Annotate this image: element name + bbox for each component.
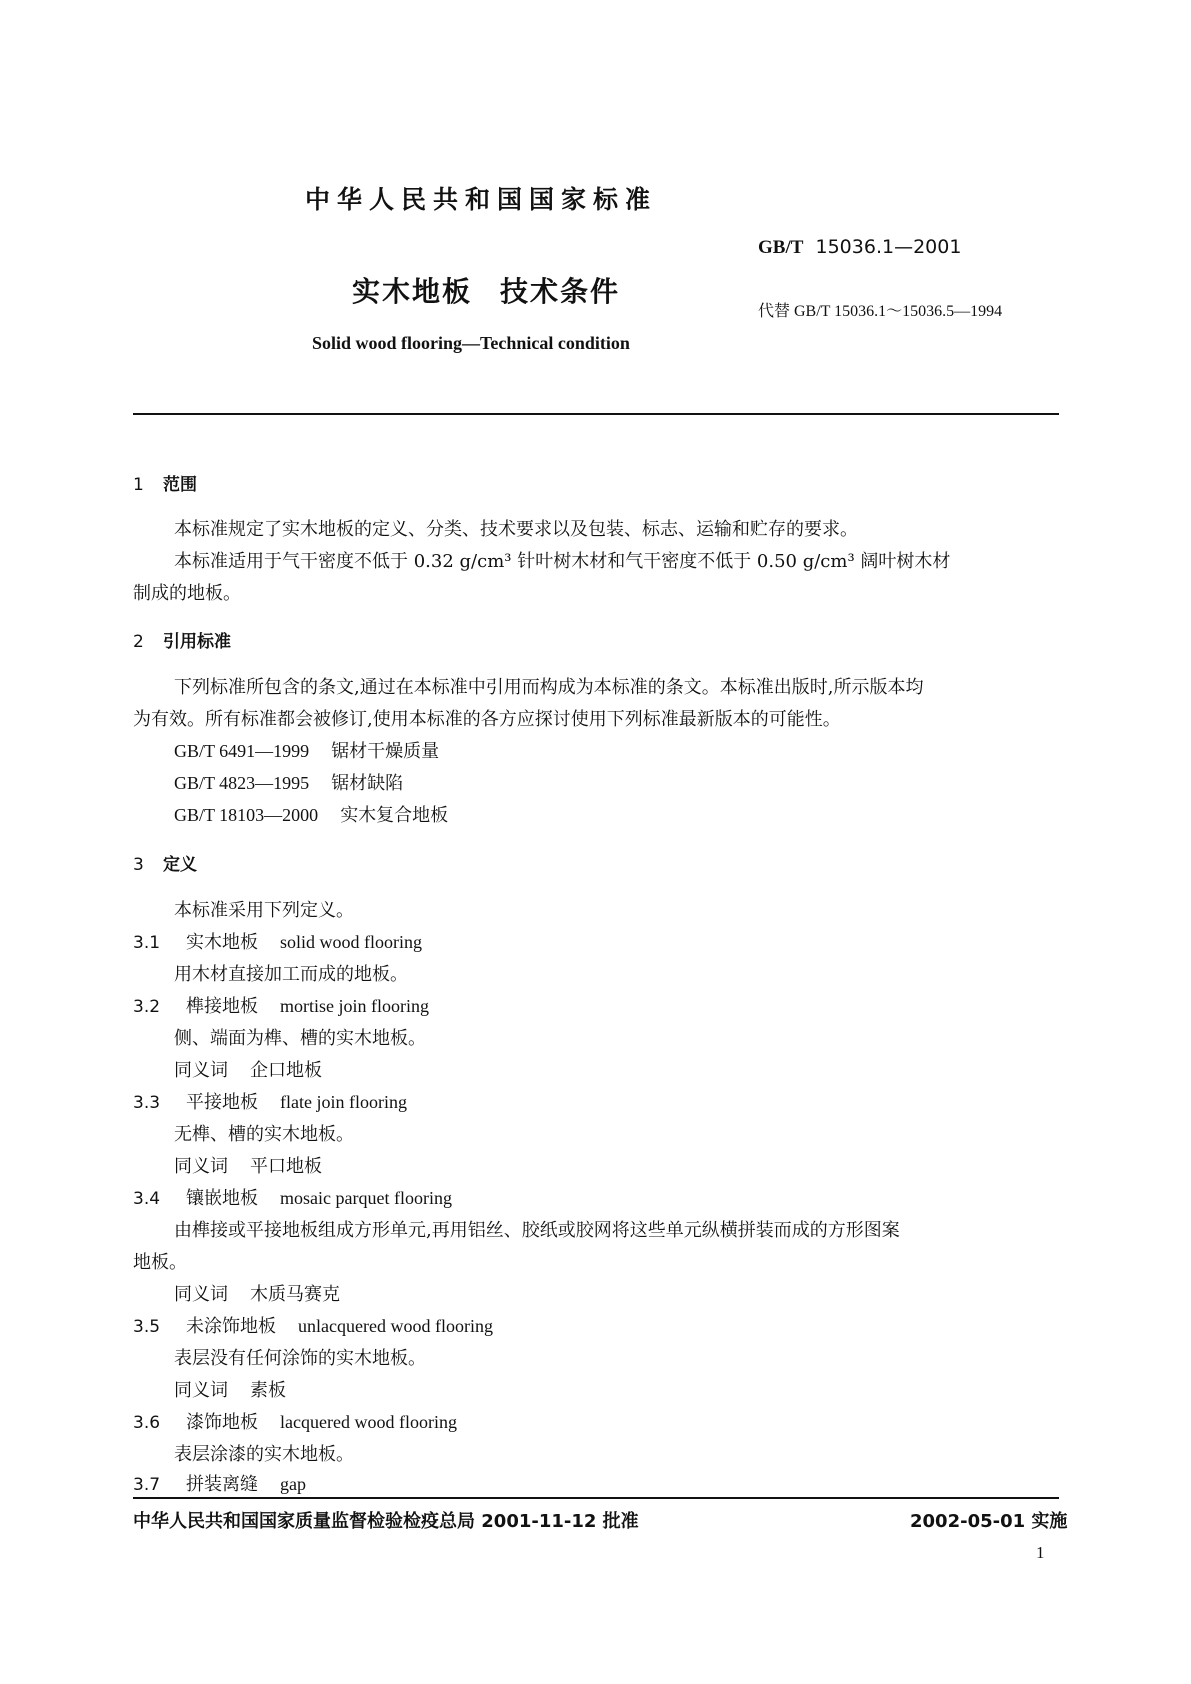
section-1-heading: 1 范围	[133, 475, 197, 495]
standard-code: 15036.1—2001	[815, 236, 962, 258]
definition-description: 表层涂漆的实木地板。	[174, 1444, 354, 1465]
section-2-heading: 2 引用标准	[133, 632, 231, 652]
section-1-para-1: 本标准规定了实木地板的定义、分类、技术要求以及包装、标志、运输和贮存的要求。	[174, 519, 858, 540]
definition-description: 用木材直接加工而成的地板。	[174, 964, 408, 985]
definition-term: 3.1 实木地板 solid wood flooring	[133, 932, 422, 953]
definition-term: 3.2 榫接地板 mortise join flooring	[133, 996, 429, 1017]
definition-synonym: 同义词 木质马赛克	[174, 1284, 340, 1305]
definition-term: 3.3 平接地板 flate join flooring	[133, 1092, 407, 1113]
standard-prefix: GB/T	[758, 237, 804, 258]
replaces-note: 代替 GB/T 15036.1～15036.5—1994	[758, 303, 1003, 320]
definition-description: 表层没有任何涂饰的实木地板。	[174, 1348, 426, 1369]
document-title	[352, 270, 620, 310]
definition-description: 侧、端面为榫、槽的实木地板。	[174, 1028, 426, 1049]
definition-synonym: 同义词 素板	[174, 1380, 286, 1401]
reference-item: GB/T 4823—1995 锯材缺陷	[174, 773, 404, 794]
definition-term: 3.4 镶嵌地板 mosaic parquet flooring	[133, 1188, 452, 1209]
section-3-intro: 本标准采用下列定义。	[174, 900, 354, 921]
section-1-para-2: 本标准适用于气干密度不低于 0.32 g/cm³ 针叶树木材和气干密度不低于 0.50 g/cm³ 阔叶树木材	[174, 551, 951, 572]
english-title: Solid wood flooring—Technical condition	[312, 333, 630, 353]
standard-number	[758, 236, 961, 259]
approval-statement: 中华人民共和国国家质量监督检验检疫总局 2001-11-12 批准	[133, 1511, 639, 1532]
definition-synonym: 同义词 平口地板	[174, 1156, 322, 1177]
definition-description-cont: 地板。	[133, 1252, 187, 1273]
title-part-2: 技术条件	[500, 275, 621, 308]
definition-description: 由榫接或平接地板组成方形单元,再用铝丝、胶纸或胶网将这些单元纵横拼装而成的方形图案	[174, 1220, 900, 1241]
section-2-para-1: 下列标准所包含的条文,通过在本标准中引用而构成为本标准的条文。本标准出版时,所示版本均	[174, 677, 924, 698]
definition-term: 3.7 拼装离缝 gap	[133, 1474, 306, 1495]
definition-description: 无榫、槽的实木地板。	[174, 1124, 354, 1145]
header-divider	[133, 413, 1059, 415]
standard-category-title: 中华人民共和国国家标准	[305, 185, 658, 214]
reference-item: GB/T 18103—2000 实木复合地板	[174, 805, 449, 826]
definition-term: 3.5 未涂饰地板 unlacquered wood flooring	[133, 1316, 493, 1337]
effective-date: 2002-05-01 实施	[910, 1511, 1068, 1532]
definition-synonym: 同义词 企口地板	[174, 1060, 322, 1081]
reference-item: GB/T 6491—1999 锯材干燥质量	[174, 741, 440, 762]
page-number: 1	[1036, 1543, 1045, 1562]
section-3-heading: 3 定义	[133, 855, 197, 875]
definition-term: 3.6 漆饰地板 lacquered wood flooring	[133, 1412, 457, 1433]
title-part-1: 实木地板	[352, 275, 473, 308]
section-2-para-1-cont: 为有效。所有标准都会被修订,使用本标准的各方应探讨使用下列标准最新版本的可能性。	[133, 709, 841, 730]
section-1-para-2-cont: 制成的地板。	[133, 583, 241, 604]
footer-divider	[133, 1497, 1059, 1499]
